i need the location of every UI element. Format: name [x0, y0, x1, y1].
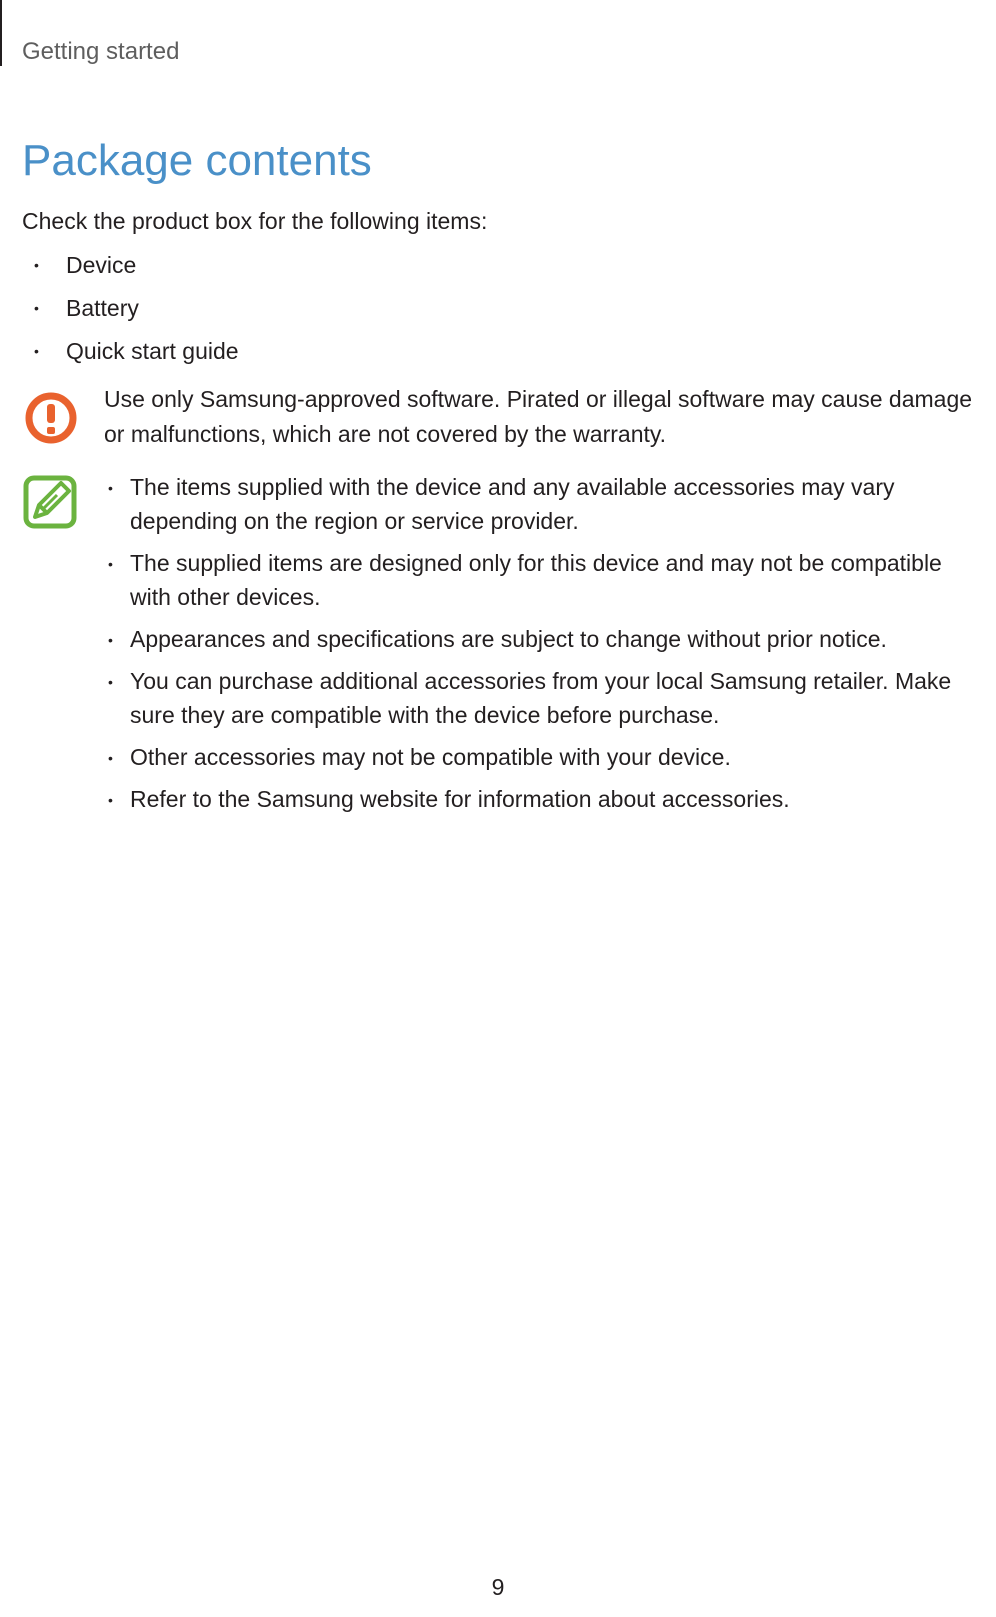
note-icon [23, 475, 77, 529]
note-text: Other accessories may not be compatible with your device. [130, 744, 731, 770]
note-item [104, 622, 964, 656]
list-item-label: Battery [66, 295, 139, 321]
list-item [22, 250, 239, 293]
note-text: Refer to the Samsung website for information about accessories. [130, 786, 790, 812]
list-item-label: Device [66, 252, 137, 278]
header-rule [0, 0, 2, 66]
bullet-icon: • [34, 343, 39, 359]
bullet-icon: • [108, 480, 113, 496]
caution-text: Use only Samsung-approved software. Pirated or illegal software may cause damage or malfunctions, which are not covered by the warranty. [104, 386, 973, 447]
section-header: Getting started [22, 38, 180, 65]
bullet-icon: • [34, 300, 39, 316]
package-items-list [22, 250, 239, 379]
list-item-label: Quick start guide [66, 338, 239, 364]
bullet-icon: • [108, 632, 113, 648]
note-text: The supplied items are designed only for this device and may not be compatible with other devices. [130, 550, 942, 610]
list-item [22, 293, 239, 336]
note-item [104, 470, 964, 538]
bullet-icon: • [108, 674, 113, 690]
notes-list [104, 470, 964, 824]
bullet-icon: • [34, 257, 39, 273]
note-item [104, 546, 964, 614]
bullet-icon: • [108, 792, 113, 808]
note-text: The items supplied with the device and any available accessories may vary depending on the region or service provider. [130, 474, 895, 534]
bullet-icon: • [108, 556, 113, 572]
intro-text: Check the product box for the following items: [22, 208, 488, 234]
note-item [104, 664, 964, 732]
note-item [104, 740, 964, 774]
note-text: Appearances and specifications are subject to change without prior notice. [130, 626, 887, 652]
page-number: 9 [491, 1574, 505, 1600]
caution-icon [25, 392, 77, 444]
page-title: Package contents [22, 136, 372, 185]
note-text: You can purchase additional accessories from your local Samsung retailer. Make sure they are compatible with the device before purchase. [130, 668, 952, 728]
list-item [22, 336, 239, 379]
bullet-icon: • [108, 750, 113, 766]
note-item [104, 782, 964, 816]
